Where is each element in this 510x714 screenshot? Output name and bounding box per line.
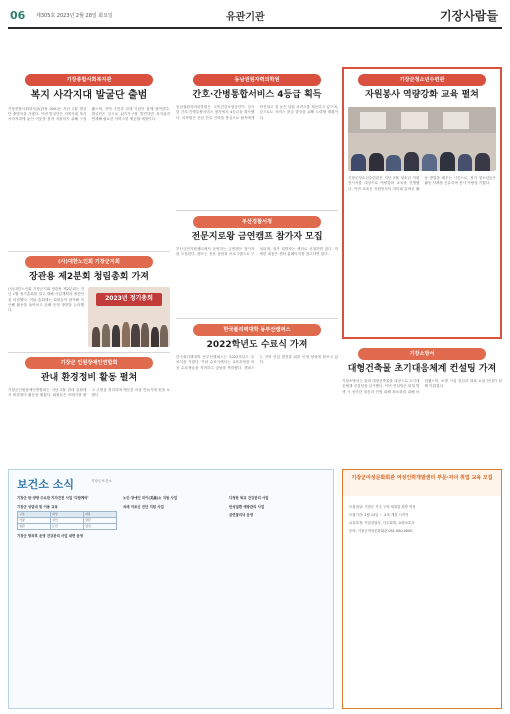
divider: [176, 210, 338, 211]
page-number-value: 06: [10, 9, 26, 22]
article-body: 기장종합사회복지관(관장 000)은 지난 1월 발굴단 출범식을 가졌다. 이번 발굴단은 지역사회 복지 사각지대에 놓인 이웃을 찾아 지원하기 위해 구성됐으며, 지역 주민과 관계 기관이 함께 참여한다. 발굴단은 앞으로 위기가구를 발견하면 복지관과 연계해 필요한 서비스를 제공할 예정이다.: [8, 106, 170, 121]
health-table: 구분 대상 내용 기장 성인 상담 정관 노인 검진: [17, 511, 117, 530]
article-senior: [8, 256, 170, 351]
culture-item: 모집기간: 2월 13일 ~ 교육 개강 시까지: [349, 513, 409, 517]
article-polytech: [176, 324, 338, 433]
article-headline: 대형건축물 초기대응체계 컨설팅 가져: [347, 364, 497, 374]
article-disabled: [8, 357, 170, 452]
health-item: 기장군 한·양방 주요한 지자건전 사업 '다함께약': [17, 496, 89, 500]
culture-box-title: 기장군여성문화회관 여성인력개발센터 부문·자녀 취업 교육 모집: [343, 470, 501, 496]
article-radiology: [176, 74, 338, 201]
section-category: 유관기관: [226, 12, 265, 23]
health-item: 노인·장애인 미이(美齒)소 지원 사업: [123, 496, 178, 500]
health-box-subtitle: 기장군보건소: [91, 479, 112, 483]
article-headline: 2022학년도 수료식 가져: [206, 340, 308, 350]
article-tag: (사)대한노인회 기장군지회: [25, 256, 153, 268]
article-body: 한국폴리텍대학 동부산캠퍼스는 2022학년도 수료식을 가졌다. 이날 수료식에서는 교육과정을 마친 수료생들을 격려하고 앞날을 축하했다. 캠퍼스는 지역 산업 발전을 위한 인재 양성에 힘쓰고 있다.: [176, 355, 338, 370]
article-headline: 간호·간병통합서비스 4등급 획득: [192, 90, 322, 100]
article-headline: 관내 환경정비 활동 펼쳐: [40, 373, 138, 383]
culture-item: 모집대상: 기장군 거주 구직·재취업 희망 여성: [349, 505, 416, 509]
article-body: 기장군청소년수련관은 지난 2월 청소년 자원봉사자를 대상으로 역량강화 교육을 진행했다. 이번 교육은 자원봉사의 의미와 올바른 활동 방법을 배우는 시간으로, 참가 청소년들은 활동 사례를 공유하며 봉사 역량을 키웠다.: [348, 176, 496, 191]
article-headline: 복지 사각지대 발굴단 출범: [30, 90, 148, 101]
health-item: 기장군 방과후 운영 건강관리 사업 대면 운영: [17, 534, 84, 539]
article-body: 기장군인원장애인연합회는 지난 2월 관내 일원에서 환경정비 활동을 펼쳤다. 회원들은 쓰레기를 줍고 주변을 정리하며 깨끗한 마을 만들기에 힘을 보탰다.: [8, 388, 170, 398]
article-tag: 기장종합사회복지관: [25, 74, 153, 86]
photo-people: [88, 314, 170, 347]
article-tag: 기장군 인원장애인연합회: [25, 357, 153, 369]
article-tag: 부산경찰서청: [193, 216, 321, 228]
article-body: 부산금연지원센터에서 운영하는 금연캠프 참가자를 모집한다. 캠프는 전문 상담과 프로그램으로 구성되며, 참가 희망자는 센터로 신청하면 된다. 자세한 내용은 센터 홈페이지를 참고하면 된다.: [176, 247, 338, 257]
article-youth-volunteer: [342, 74, 502, 256]
article-tag: 한국폴리텍대학 동부산캠퍼스: [193, 324, 321, 336]
issue-info: 제305호 2023년 2월 28일 화요일: [36, 13, 113, 19]
culture-box-body: [349, 502, 495, 534]
article-headline: 전문지로왕 금연캠프 참가자 모집: [191, 232, 323, 242]
article-tag: 기장소방서: [358, 348, 486, 360]
page-header: [0, 0, 510, 44]
page-number: [10, 9, 25, 22]
article-fire: [342, 348, 502, 459]
culture-item: 교육과정: 직업상담사, 사무회계, 요양보호사: [349, 521, 415, 525]
health-col-mid: [123, 492, 223, 509]
health-item: 금연클리닉 운영: [229, 513, 254, 518]
culture-item: 문의: 기장군여성문화회관 051-000-0000: [349, 529, 413, 533]
article-headline: 자원봉사 역량강화 교육 펼쳐: [365, 90, 479, 100]
health-col-right: [229, 492, 329, 518]
article-photo: [348, 107, 496, 171]
photo-people: [348, 136, 496, 171]
health-col-left: [17, 492, 117, 539]
health-item: 치매 어르신 진단 지원 사업: [123, 504, 164, 509]
photo-banner: 2023년 정기총회: [96, 293, 162, 306]
divider: [8, 352, 170, 353]
article-body: 동남권원자력의학원은 국민건강보험공단이 실시한 간호·간병통합서비스 평가에서 4등급을 획득했다. 의학원은 전문 간호 인력을 중심으로 환자에게 안전하고 질 높은 입원 서비스를 제공하고 있으며, 앞으로도 서비스 품질 향상을 위해 노력할 계획이다.: [176, 105, 338, 120]
health-item: 다정한 학교 건강관리 사업: [229, 496, 269, 500]
article-photo: [88, 287, 170, 347]
article-nosmoking: [176, 216, 338, 315]
article-welfare: [8, 74, 170, 223]
article-tag: 기장군청소년수련관: [358, 74, 486, 86]
article-headline: 장관용 제2분회 청림총회 가져: [29, 272, 149, 282]
health-item: 만성질환 예방관리 사업: [229, 504, 265, 509]
section-title: 기장사람들: [440, 9, 498, 23]
health-item: 기장군 상담대 및 이용 교육: [17, 504, 58, 509]
article-tag: 동남권원자력의학원: [193, 74, 321, 86]
article-body: (사)대한노인회 기장군지회 장관용 제2분회는 지난 1월 정기총회를 열고 새해 사업계획과 예산안을 의결했다. 이날 총회에는 회원들이 참석해 지난해 활동을 돌아보고 올해 운영 방향을 논의했다.: [8, 287, 84, 313]
health-box-title: 보건소 소식: [17, 478, 74, 491]
divider: [176, 318, 338, 319]
divider: [8, 251, 170, 252]
health-news-box: [8, 469, 334, 709]
article-body: 기장소방서는 관내 대형건축물을 대상으로 초기대응체계 컨설팅을 실시했다. 이번 컨설팅은 화재 발생 시 신속한 대응과 인명 피해 최소화를 위해 마련됐으며, 소방 시설 점검과 대피 요령 안내가 함께 이뤄졌다.: [342, 379, 502, 394]
header-rule: [8, 27, 502, 29]
culture-box: [342, 469, 502, 709]
